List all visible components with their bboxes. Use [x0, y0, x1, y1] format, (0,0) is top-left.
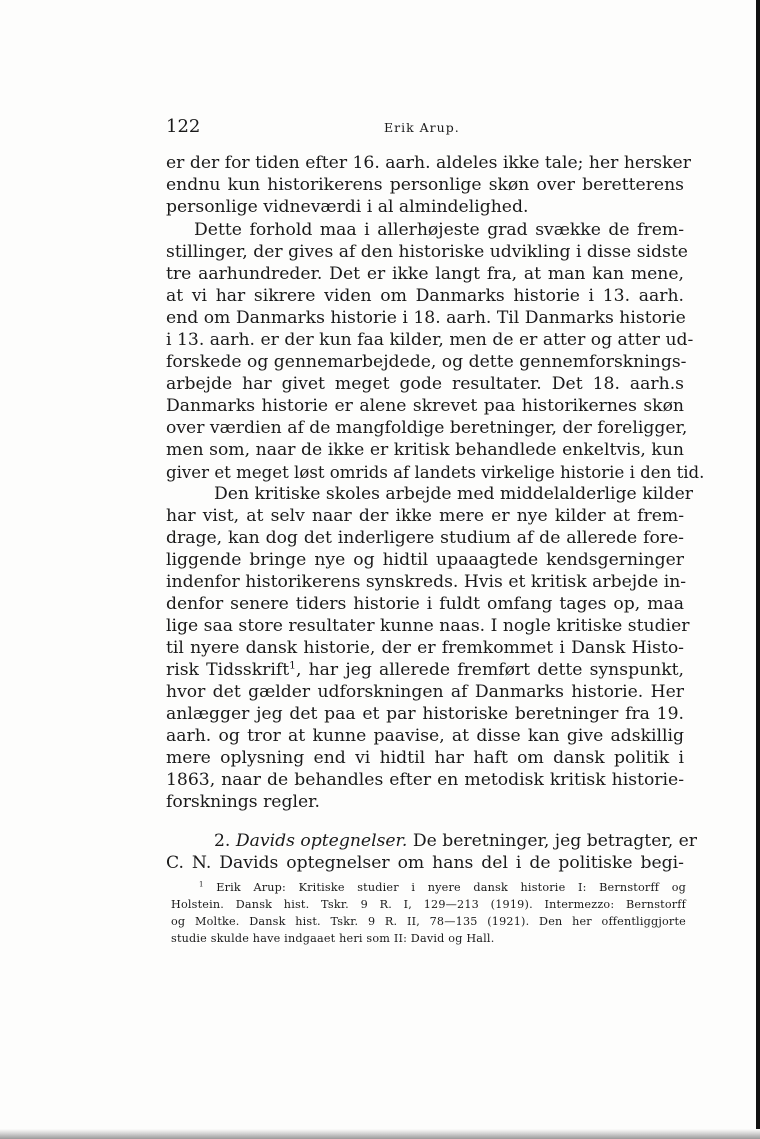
text-line — [166, 660, 684, 681]
text-line: indenfor historikerens synskreds. Hvis et kritisk arbejde in- — [166, 572, 687, 592]
footnote-line: Holstein. Dansk hist. Tskr. 9 R. I, 129—213 (1919). Intermezzo: Bernstorff — [171, 898, 686, 911]
text-line: personlige vidneværdi i al almindelighed. — [166, 197, 529, 217]
text-line: at vi har sikrere viden om Danmarks historie i 13. aarh. — [166, 286, 684, 306]
footnote-marker: 1 — [199, 880, 204, 889]
text-segment: , har jeg allerede fremført dette synspunkt, — [295, 660, 684, 680]
text-line: tre aarhundreder. Det er ikke langt fra, at man kan mene, — [166, 264, 684, 284]
text-segment: risk Tidsskrift — [166, 660, 290, 680]
text-line: til nyere dansk historie, der er fremkommet i Dansk Histo- — [166, 638, 684, 658]
text-line: endnu kun historikerens personlige skøn over beretterens — [166, 175, 684, 195]
text-line: end om Danmarks historie i 18. aarh. Til Danmarks historie — [166, 308, 686, 328]
running-head: Erik Arup. — [384, 120, 460, 135]
text-line: Danmarks historie er alene skrevet paa historikernes skøn — [166, 396, 684, 416]
text-line: lige saa store resultater kunne naas. I nogle kritiske studier — [166, 616, 690, 636]
page-number: 122 — [166, 116, 201, 137]
text-line: er der for tiden efter 16. aarh. aldeles ikke tale; her hersker — [166, 153, 691, 173]
footnote-line — [199, 881, 686, 895]
section-heading-line — [214, 831, 698, 852]
text-line: mere oplysning end vi hidtil har haft om dansk politik i — [166, 748, 684, 768]
text-line: har vist, at selv naar der ikke mere er nye kilder at frem- — [166, 506, 684, 526]
text-line: hvor det gælder udforskningen af Danmarks historie. Her — [166, 682, 684, 702]
footnote-line: og Moltke. Dansk hist. Tskr. 9 R. II, 78—135 (1921). Den her offentliggjorte — [171, 915, 686, 928]
text-line: arbejde har givet meget gode resultater. Det 18. aarh.s — [166, 374, 684, 394]
footnote-ref: 1 — [289, 658, 296, 672]
page-header — [166, 116, 686, 142]
section-title: Davids optegnelser. — [235, 831, 408, 851]
text-line: liggende bringe nye og hidtil upaaagtede kendsgerninger — [166, 550, 684, 570]
text-line: giver et meget løst omrids af landets virkelige historie i den tid. — [166, 463, 705, 482]
text-segment: De beretninger, jeg betragter, er — [412, 831, 698, 851]
text-line: drage, kan dog det inderligere studium af de allerede fore- — [166, 528, 684, 548]
scan-edge-bottom — [0, 1129, 760, 1139]
text-line: Den kritiske skoles arbejde med middelalderlige kilder — [214, 484, 693, 504]
text-line: stillinger, der gives af den historiske udvikling i disse sidste — [166, 242, 688, 262]
text-line: denfor senere tiders historie i fuldt omfang tages op, maa — [166, 594, 684, 614]
text-line: Dette forhold maa i allerhøjeste grad svække de frem- — [194, 220, 684, 240]
text-line: men som, naar de ikke er kritisk behandlede enkeltvis, kun — [166, 440, 684, 460]
text-line: i 13. aarh. er der kun faa kilder, men de er atter og atter ud- — [166, 330, 694, 350]
text-line: 1863, naar de behandles efter en metodisk kritisk historie- — [166, 770, 684, 790]
text-line: forskede og gennemarbejdede, og dette gennemforsknings- — [166, 352, 687, 372]
footnote-line: studie skulde have indgaaet heri som II: David og Hall. — [171, 932, 495, 945]
text-line: aarh. og tror at kunne paavise, at disse kan give adskillig — [166, 726, 684, 746]
text-line: over værdien af de mangfoldige beretninger, der foreligger, — [166, 418, 688, 438]
scan-edge-right — [756, 0, 760, 1139]
text-segment: Erik Arup: Kritiske studier i nyere dansk historie I: Bernstorff og — [216, 881, 686, 894]
text-line: forsknings regler. — [166, 792, 320, 812]
text-line: anlægger jeg det paa et par historiske beretninger fra 19. — [166, 704, 684, 724]
section-number: 2. — [214, 831, 231, 851]
text-line: C. N. Davids optegnelser om hans del i de politiske begi- — [166, 853, 684, 873]
